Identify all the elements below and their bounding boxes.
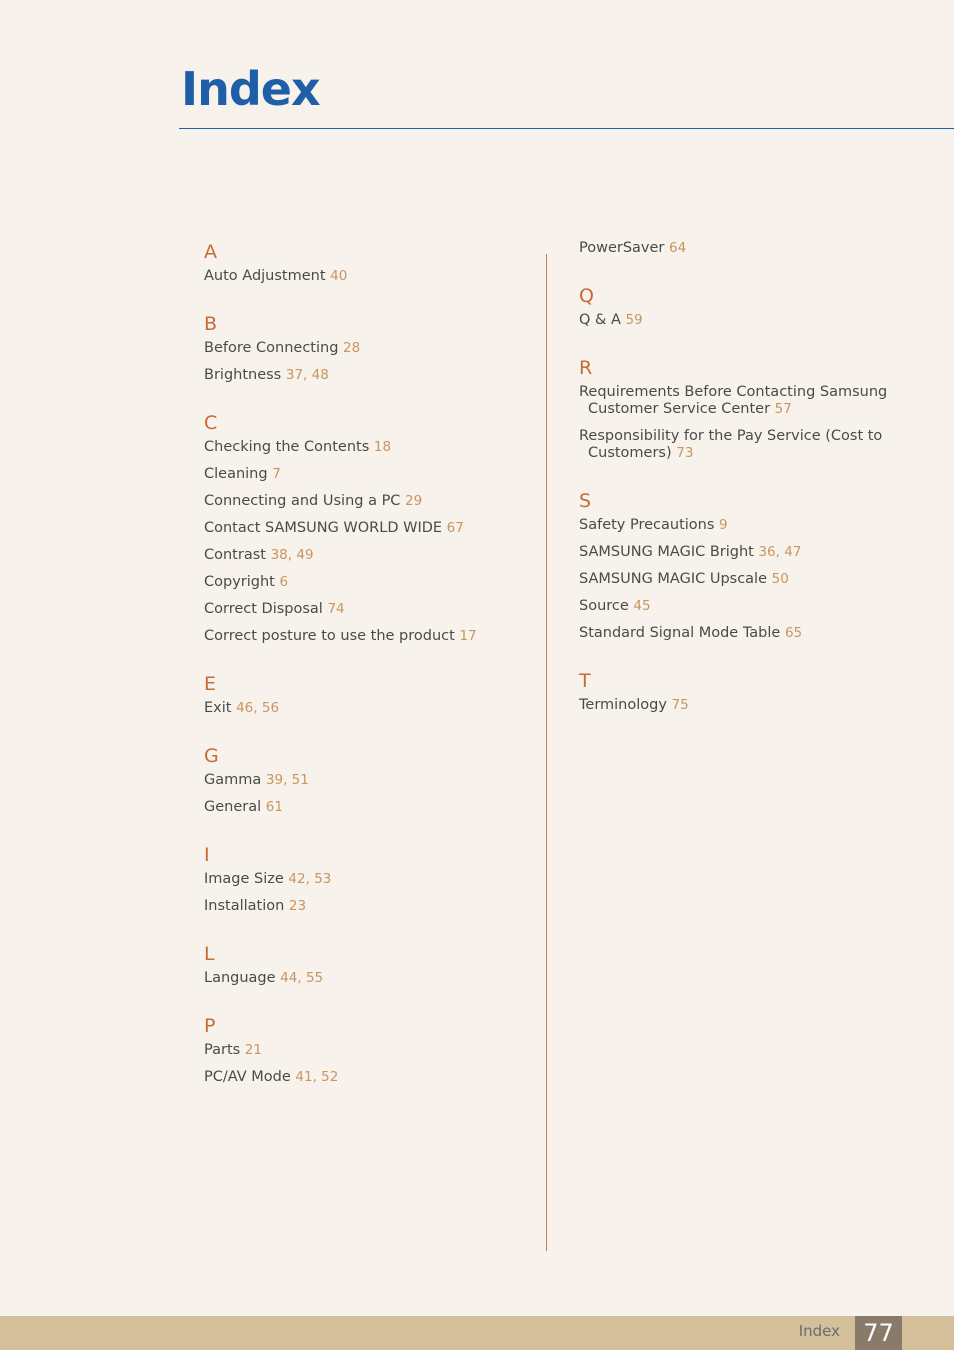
index-section — [204, 942, 524, 987]
section-letter: I — [204, 844, 210, 866]
page-title: Index — [181, 62, 320, 116]
page-separator: , — [253, 700, 262, 716]
entry-term: Gamma — [204, 772, 262, 788]
entry-term: Correct Disposal — [204, 601, 323, 617]
page-reference-link[interactable]: 53 — [314, 871, 332, 887]
index-entry — [204, 547, 524, 564]
entry-term: Standard Signal Mode Table — [579, 625, 781, 641]
index-section — [579, 356, 899, 462]
page-reference-link[interactable]: 73 — [676, 445, 694, 461]
page-reference-link[interactable]: 51 — [291, 772, 309, 788]
page-reference-link[interactable]: 17 — [459, 628, 477, 644]
page-reference-link[interactable]: 42 — [288, 871, 306, 887]
entry-term: Responsibility for the Pay Service (Cost to Customers) — [579, 428, 883, 461]
index-section — [204, 1014, 524, 1086]
entry-term: Parts — [204, 1042, 241, 1058]
title-rule — [179, 128, 954, 129]
page-separator: , — [287, 547, 297, 563]
index-entry — [579, 312, 899, 329]
entry-term: Contact SAMSUNG WORLD WIDE — [204, 520, 443, 536]
entry-term: Copyright — [204, 574, 275, 590]
page-reference-link[interactable]: 67 — [446, 520, 464, 536]
section-letter: L — [204, 943, 215, 965]
index-entry — [204, 367, 524, 384]
entry-term: General — [204, 799, 262, 815]
entry-term: PC/AV Mode — [204, 1069, 291, 1085]
page-separator: , — [305, 871, 315, 887]
index-entry — [204, 466, 524, 483]
section-letter: R — [579, 357, 593, 379]
page-reference-link[interactable]: 9 — [719, 517, 728, 533]
page-reference-link[interactable]: 65 — [784, 625, 803, 641]
index-section — [204, 843, 524, 915]
index-entry — [204, 970, 524, 987]
page-number: 77 — [855, 1316, 902, 1350]
index-entry — [579, 625, 899, 642]
page-reference-link[interactable]: 21 — [244, 1042, 262, 1058]
index-entry — [579, 697, 899, 714]
entry-term: Language — [204, 970, 276, 986]
entry-term: Checking the Contents — [204, 439, 370, 455]
entry-term: Exit — [204, 700, 232, 716]
page-reference-link[interactable]: 55 — [305, 970, 324, 986]
page-reference-link[interactable]: 56 — [261, 700, 280, 716]
section-letter: B — [204, 313, 218, 335]
page-reference-link[interactable]: 28 — [343, 340, 361, 356]
index-entry — [204, 340, 524, 357]
entry-term: Brightness — [204, 367, 282, 383]
page-reference-link[interactable]: 40 — [330, 268, 348, 284]
index-entry — [579, 428, 899, 462]
section-letter: P — [204, 1015, 216, 1037]
index-entry — [204, 1042, 524, 1059]
page-reference-link[interactable]: 37 — [285, 367, 304, 383]
page-reference-link[interactable]: 6 — [279, 574, 289, 590]
section-letter: S — [579, 490, 592, 512]
entry-term: Cleaning — [204, 466, 268, 482]
index-entry — [204, 799, 524, 816]
index-entry — [204, 574, 524, 591]
index-entry — [579, 517, 899, 534]
index-entry — [579, 544, 899, 561]
index-entry — [204, 439, 524, 456]
entry-term: PowerSaver — [579, 240, 665, 256]
index-section — [579, 669, 899, 714]
entry-term: Safety Precautions — [579, 517, 715, 533]
page-reference-link[interactable]: 18 — [373, 439, 392, 455]
page-reference-link[interactable]: 36 — [758, 544, 776, 560]
index-section — [579, 240, 899, 257]
index-section — [204, 312, 524, 384]
index-entry — [204, 520, 524, 537]
page-reference-link[interactable]: 75 — [671, 697, 689, 713]
page-reference-link[interactable]: 49 — [296, 547, 314, 563]
entry-term: Source — [579, 598, 629, 614]
page-reference-link[interactable]: 61 — [265, 799, 283, 815]
section-letter: Q — [579, 285, 594, 307]
section-letter: C — [204, 412, 218, 434]
index-entry — [204, 601, 524, 618]
entry-term: Installation — [204, 898, 285, 914]
index-entry — [204, 700, 524, 717]
entry-term: Terminology — [579, 697, 667, 713]
page-reference-link[interactable]: 29 — [405, 493, 423, 509]
page-separator: , — [283, 772, 292, 788]
entry-term: SAMSUNG MAGIC Bright — [579, 544, 754, 560]
entry-term: Before Connecting — [204, 340, 339, 356]
entry-term: Contrast — [204, 547, 266, 563]
page-reference-link[interactable]: 44 — [280, 970, 298, 986]
index-entry — [204, 772, 524, 789]
index-entry — [204, 628, 524, 645]
index-section — [579, 284, 899, 329]
page-reference-link[interactable]: 74 — [327, 601, 345, 617]
entry-term: Requirements Before Contacting Samsung Customer Service Center — [579, 384, 888, 417]
page-reference-link[interactable]: 23 — [288, 898, 307, 914]
page-reference-link[interactable]: 50 — [771, 571, 789, 587]
index-entry — [579, 598, 899, 615]
entry-term: Auto Adjustment — [204, 268, 326, 284]
page-footer — [0, 1316, 954, 1350]
index-column-right — [579, 240, 899, 741]
page-reference-link[interactable]: 45 — [633, 598, 651, 614]
page-reference-link[interactable]: 57 — [774, 401, 792, 417]
index-entry — [579, 240, 899, 257]
section-letter: G — [204, 745, 219, 767]
page-separator: , — [297, 970, 306, 986]
index-section — [204, 411, 524, 645]
entry-term: Q & A — [579, 312, 621, 328]
index-entry — [579, 384, 899, 418]
index-entry — [204, 898, 524, 915]
page-separator: , — [775, 544, 785, 560]
index-entry — [204, 871, 524, 888]
page-reference-link[interactable]: 59 — [625, 312, 643, 328]
page-reference-link[interactable]: 64 — [669, 240, 687, 256]
page-reference-link[interactable]: 39 — [265, 772, 284, 788]
entry-term: Correct posture to use the product — [204, 628, 455, 644]
index-section — [579, 489, 899, 642]
page-separator: , — [303, 367, 312, 383]
page-separator: , — [312, 1069, 322, 1085]
page-reference-link[interactable]: 38 — [270, 547, 288, 563]
page-reference-link[interactable]: 46 — [236, 700, 254, 716]
index-section — [204, 672, 524, 717]
section-letter: E — [204, 673, 217, 695]
page-reference-link[interactable]: 41 — [295, 1069, 313, 1085]
entry-term: Image Size — [204, 871, 284, 887]
page-reference-link[interactable]: 52 — [321, 1069, 339, 1085]
index-column-left — [204, 240, 524, 1113]
footer-section-label: Index — [798, 1322, 840, 1340]
page-reference-link[interactable]: 47 — [784, 544, 802, 560]
column-divider — [546, 254, 547, 1251]
section-letter: A — [204, 241, 217, 263]
index-section — [204, 744, 524, 816]
entry-term: SAMSUNG MAGIC Upscale — [579, 571, 768, 587]
index-entry — [204, 1069, 524, 1086]
entry-term: Connecting and Using a PC — [204, 493, 401, 509]
page-reference-link[interactable]: 48 — [311, 367, 329, 383]
page-reference-link[interactable]: 7 — [272, 466, 281, 482]
section-letter: T — [579, 670, 591, 692]
index-section — [204, 240, 524, 285]
index-entry — [579, 571, 899, 588]
index-entry — [204, 493, 524, 510]
index-entry — [204, 268, 524, 285]
